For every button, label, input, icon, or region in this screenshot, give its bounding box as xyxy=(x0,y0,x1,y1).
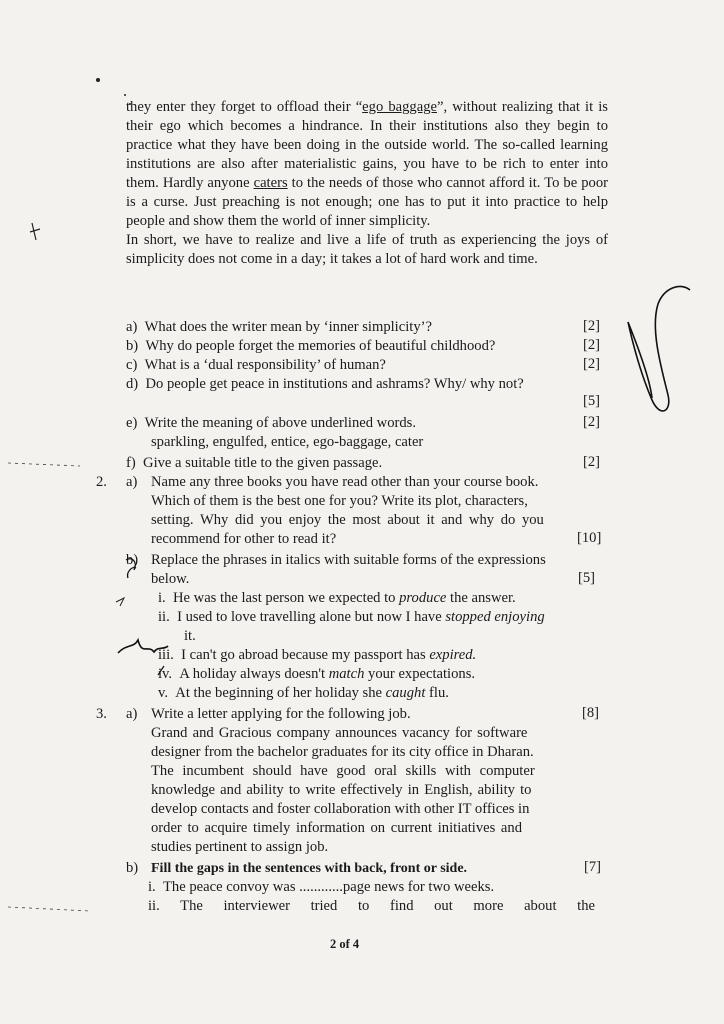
question-marks: [10] xyxy=(577,530,602,546)
passage-paragraph-1 xyxy=(126,98,608,231)
sub-item xyxy=(158,608,545,627)
question-text: Name any three books you have read other than your course book. xyxy=(151,474,539,490)
underlined-word: caters xyxy=(253,175,288,191)
question-label: b) xyxy=(126,860,139,876)
job-ad-line: Grand and Gracious company announces vacancy for software xyxy=(151,725,528,741)
large-pen-scribble xyxy=(628,286,690,410)
item-number: iv. xyxy=(158,666,173,682)
question-1c xyxy=(126,356,386,375)
job-ad-line: knowledge and ability to write effectively in English, ability to xyxy=(151,782,532,798)
sub-item xyxy=(158,646,476,665)
item-number: ii. xyxy=(148,898,160,914)
reading-passage xyxy=(126,98,608,269)
question-text: Do people get peace in institutions and ashrams? Why/ why not? xyxy=(145,376,524,392)
sub-item xyxy=(158,665,475,684)
question-label: e) xyxy=(126,415,138,431)
question-label: b) xyxy=(126,552,139,568)
margin-dash-line xyxy=(8,463,80,466)
underlined-words-list: sparkling, engulfed, entice, ego-baggage, cater xyxy=(151,434,424,450)
question-label: b) xyxy=(126,338,139,354)
item-number: v. xyxy=(158,685,168,701)
italic-phrase: stopped enjoying xyxy=(445,609,545,625)
question-text: Write the meaning of above underlined words. xyxy=(144,415,416,431)
question-label: f) xyxy=(126,455,136,471)
ink-dot xyxy=(124,94,126,96)
question-1e xyxy=(126,414,416,433)
question-text: What does the writer mean by ‘inner simplicity’? xyxy=(144,319,432,335)
job-ad-line: designer from the bachelor graduates for its city office in Dharan. xyxy=(151,744,534,760)
item-text: At the beginning of her holiday she xyxy=(175,685,386,701)
item-number: i. xyxy=(158,590,166,606)
item-text: your expectations. xyxy=(364,666,476,682)
item-text: I can't go abroad because my passport has xyxy=(181,647,430,663)
passage-text: they enter they forget to offload their “ xyxy=(126,99,363,115)
margin-dash-line xyxy=(8,907,90,911)
question-text: below. xyxy=(151,571,190,587)
question-1a xyxy=(126,318,432,337)
question-marks: [5] xyxy=(578,570,596,586)
question-1b xyxy=(126,337,495,356)
item-text: The interviewer tried to find out more about the xyxy=(180,898,595,914)
italic-phrase: caught xyxy=(385,685,426,701)
italic-phrase: produce xyxy=(399,590,447,606)
question-number: 3. xyxy=(96,706,107,722)
italic-phrase: match xyxy=(328,666,365,682)
question-text: recommend for other to read it? xyxy=(151,531,337,547)
question-text: Which of them is the best one for you? Write its plot, characters, xyxy=(151,493,528,509)
sub-item xyxy=(148,897,595,916)
underlined-word: ego baggage xyxy=(362,99,437,115)
question-label: a) xyxy=(126,474,138,490)
question-1d xyxy=(126,375,524,394)
item-number: iii. xyxy=(158,647,174,663)
question-text: Fill the gaps in the sentences with back, front or side. xyxy=(151,861,468,876)
ink-dot xyxy=(96,78,100,82)
margin-tick-mark xyxy=(30,223,40,240)
question-text: Replace the phrases in italics with suitable forms of the expressions xyxy=(151,552,546,568)
question-marks: [2] xyxy=(583,318,601,334)
item-text: The peace convoy was ............page news for two weeks. xyxy=(163,879,495,895)
sub-item xyxy=(158,684,449,703)
sub-item xyxy=(158,589,516,608)
question-marks: [2] xyxy=(583,337,601,353)
item-number: ii. xyxy=(158,609,170,625)
passage-paragraph-2: In short, we have to realize and live a life of truth as experiencing the joys of simplicity does not come in a day; it takes a lot of hard work and time. xyxy=(126,232,608,267)
question-text: Give a suitable title to the given passage. xyxy=(143,455,383,471)
question-number: 2. xyxy=(96,474,107,490)
item-text: I used to love travelling alone but now I have xyxy=(177,609,446,625)
question-label: d) xyxy=(126,376,139,392)
item-number: i. xyxy=(148,879,156,895)
question-text: setting. Why did you enjoy the most about it and why do you xyxy=(151,512,544,528)
question-marks: [5] xyxy=(583,393,601,409)
arrow-mark xyxy=(116,598,124,606)
item-text: He was the last person we expected to xyxy=(173,590,400,606)
passage-text: to the needs of those who cannot afford it. To be poor is a curse. Just preaching is not enough; one has to put it into practice to help people and show them the world of inner simplicity. xyxy=(126,175,608,229)
item-text: the answer. xyxy=(446,590,516,606)
item-text: it. xyxy=(184,628,196,644)
question-marks: [2] xyxy=(583,414,601,430)
question-marks: [2] xyxy=(583,454,601,470)
italic-phrase: expired. xyxy=(429,647,477,663)
sub-item xyxy=(148,878,494,897)
passage-text: ”, without realizing that it is their ego which becomes a hindrance. In their institutions also they begin to practice what they have been doing in the outside world. The so-called learning institutions are also after materialistic gains, you have to be rich to enter into them. Hardly anyone xyxy=(126,99,608,191)
job-ad-line: studies pertinent to assign job. xyxy=(151,839,329,855)
job-ad-line: order to acquire timely information on current initiatives and xyxy=(151,820,523,836)
question-text: Write a letter applying for the following job. xyxy=(151,706,411,722)
question-marks: [7] xyxy=(584,859,602,875)
question-1f xyxy=(126,454,382,473)
question-marks: [2] xyxy=(583,356,601,372)
question-text: What is a ‘dual responsibility’ of human? xyxy=(144,357,386,373)
job-ad-line: develop contacts and foster collaboration with other IT offices in xyxy=(151,801,530,817)
item-text: A holiday always doesn't xyxy=(179,666,329,682)
question-label: c) xyxy=(126,357,138,373)
question-text: Why do people forget the memories of beautiful childhood? xyxy=(145,338,496,354)
question-label: a) xyxy=(126,319,138,335)
page-number: 2 of 4 xyxy=(330,937,360,951)
question-label: a) xyxy=(126,706,138,722)
question-marks: [8] xyxy=(582,705,600,721)
item-text: flu. xyxy=(425,685,449,701)
job-ad-line: The incumbent should have good oral skills with computer xyxy=(151,763,535,779)
